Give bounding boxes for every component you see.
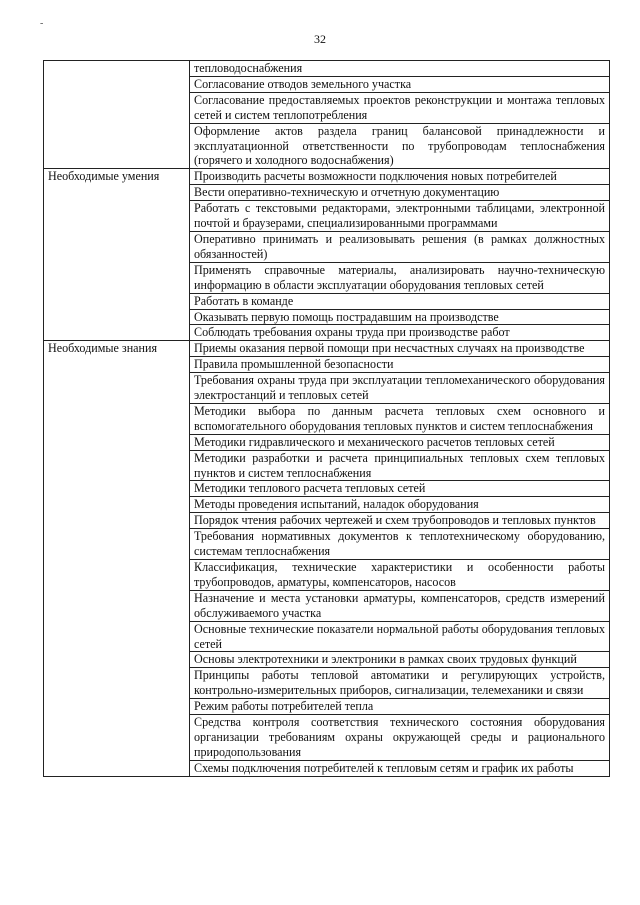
corner-mark: - bbox=[40, 18, 44, 29]
requirement-item: Согласование предоставляемых проектов реконструкции и монтажа тепловых сетей и систем теплопотребления bbox=[190, 92, 610, 123]
requirement-item: Порядок чтения рабочих чертежей и схем трубопроводов и тепловых пунктов bbox=[190, 513, 610, 529]
requirement-item: Работать в команде bbox=[190, 293, 610, 309]
requirement-item: Оказывать первую помощь пострадавшим на производстве bbox=[190, 309, 610, 325]
requirement-item: Основы электротехники и электроники в рамках своих трудовых функций bbox=[190, 652, 610, 668]
requirement-item: Схемы подключения потребителей к тепловым сетям и график их работы bbox=[190, 760, 610, 776]
requirement-item: Соблюдать требования охраны труда при производстве работ bbox=[190, 325, 610, 341]
section-label bbox=[44, 61, 190, 169]
section-label: Необходимые знания bbox=[44, 341, 190, 776]
requirement-item: Режим работы потребителей тепла bbox=[190, 699, 610, 715]
requirement-item: Работать с текстовыми редакторами, электронными таблицами, электронной почтой и браузерами, специализированными программами bbox=[190, 201, 610, 232]
requirement-item: Требования нормативных документов к теплотехническому оборудованию, системам теплоснабжения bbox=[190, 529, 610, 560]
page-number: 32 bbox=[314, 32, 326, 46]
requirement-item: Требования охраны труда при эксплуатации тепломеханического оборудования электростанций и тепловых сетей bbox=[190, 373, 610, 404]
requirement-item: Согласование отводов земельного участка bbox=[190, 76, 610, 92]
requirement-item: Приемы оказания первой помощи при несчастных случаях на производстве bbox=[190, 341, 610, 357]
requirement-item: Классификация, технические характеристики и особенности работы трубопроводов, арматуры, компенсаторов, насосов bbox=[190, 560, 610, 591]
requirement-item: Методики гидравлического и механического расчетов тепловых сетей bbox=[190, 434, 610, 450]
requirement-item: Методики разработки и расчета принципиальных тепловых схем тепловых пунктов и систем теплоснабжения bbox=[190, 450, 610, 481]
table-row bbox=[44, 341, 610, 357]
table-row bbox=[44, 61, 610, 77]
requirement-item: Назначение и места установки арматуры, компенсаторов, средств измерений обслуживаемого участка bbox=[190, 590, 610, 621]
requirement-item: Вести оперативно-техническую и отчетную документацию bbox=[190, 185, 610, 201]
requirements-table bbox=[43, 60, 610, 777]
section-label: Необходимые умения bbox=[44, 169, 190, 341]
requirement-item: Применять справочные материалы, анализировать научно-техническую информацию в области эксплуатации оборудования тепловых сетей bbox=[190, 262, 610, 293]
requirement-item: Правила промышленной безопасности bbox=[190, 357, 610, 373]
requirement-item: Оформление актов раздела границ балансовой принадлежности и эксплуатационной ответственности по трубопроводам теплоснабжения (горячего и холодного водоснабжения) bbox=[190, 123, 610, 169]
table-row bbox=[44, 169, 610, 185]
requirement-item: Производить расчеты возможности подключения новых потребителей bbox=[190, 169, 610, 185]
requirement-item: Основные технические показатели нормальной работы оборудования тепловых сетей bbox=[190, 621, 610, 652]
requirement-item: Средства контроля соответствия технического состояния оборудования организации требованиям охраны окружающей среды и рационального природопользования bbox=[190, 715, 610, 761]
requirement-item: Методики выбора по данным расчета тепловых схем основного и вспомогательного оборудования тепловых пунктов и систем теплоснабжения bbox=[190, 403, 610, 434]
requirement-item: Принципы работы тепловой автоматики и регулирующих устройств, контрольно-измерительных приборов, сигнализации, телемеханики и связи bbox=[190, 668, 610, 699]
requirement-item: Методики теплового расчета тепловых сетей bbox=[190, 481, 610, 497]
requirement-item: Методы проведения испытаний, наладок оборудования bbox=[190, 497, 610, 513]
requirement-item: тепловодоснабжения bbox=[190, 61, 610, 77]
requirement-item: Оперативно принимать и реализовывать решения (в рамках должностных обязанностей) bbox=[190, 231, 610, 262]
